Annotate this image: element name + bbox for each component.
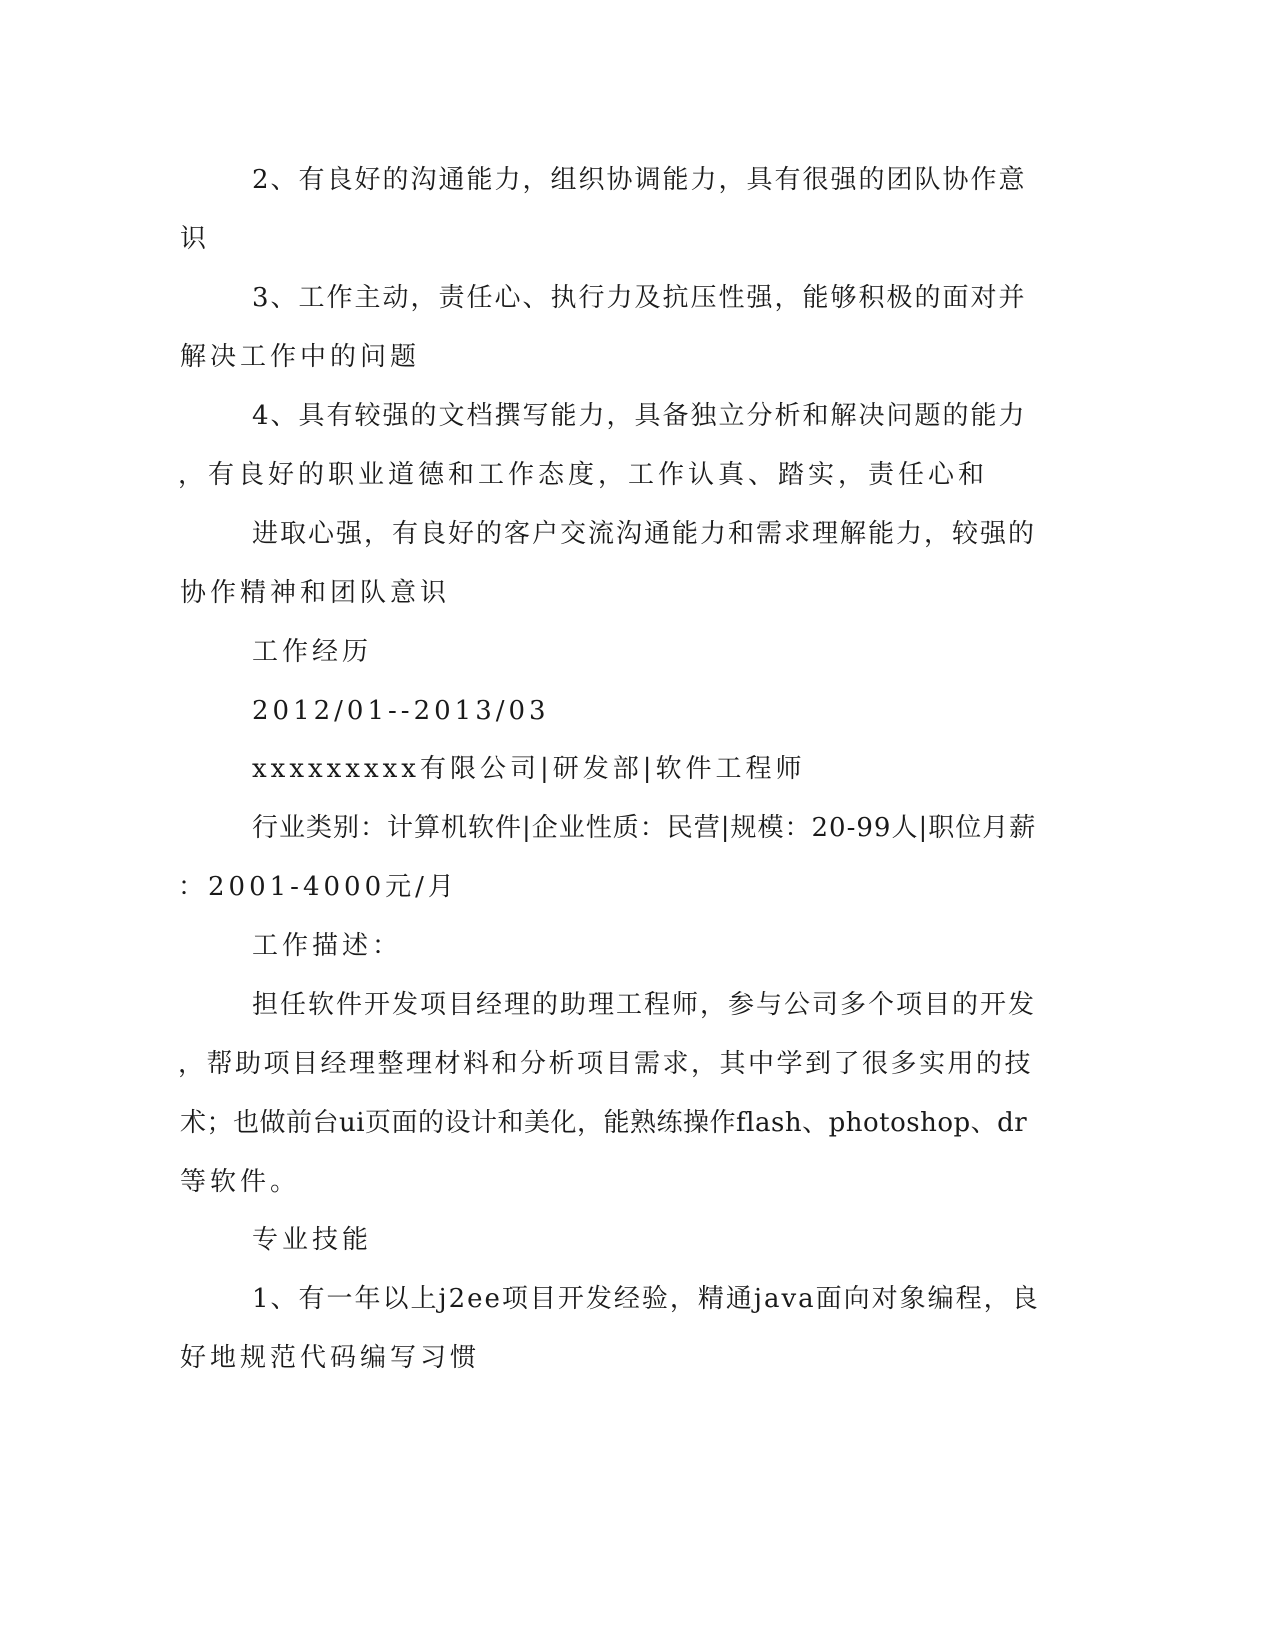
paragraph-line: 进取心强，有良好的客户交流沟通能力和需求理解能力，较强的: [252, 519, 1037, 549]
paragraph-line: 4、具有较强的文档撰写能力，具备独立分析和解决问题的能力: [252, 401, 1027, 431]
paragraph-line: 术；也做前台ui页面的设计和美化，能熟练操作flash、photoshop、dr: [180, 1108, 1028, 1138]
paragraph-line: 担任软件开发项目经理的助理工程师，参与公司多个项目的开发: [252, 990, 1037, 1020]
section-heading: 工作经历: [252, 637, 373, 667]
paragraph-line: 识: [180, 224, 211, 254]
paragraph-line: 协作精神和团队意识: [180, 578, 451, 608]
paragraph-line: 3、工作主动，责任心、执行力及抗压性强，能够积极的面对并: [252, 283, 1027, 313]
paragraph-line: 2、有良好的沟通能力，组织协调能力，具有很强的团队协作意: [252, 165, 1027, 195]
section-heading: 工作描述：: [252, 931, 403, 961]
industry-line: 行业类别：计算机软件|企业性质：民营|规模：20-99人|职位月薪: [252, 813, 1037, 843]
paragraph-line: 等软件。: [180, 1167, 301, 1197]
company-line: xxxxxxxxx有限公司|研发部|软件工程师: [252, 754, 806, 784]
paragraph-line: ，有良好的职业道德和工作态度，工作认真、踏实，责任心和: [178, 460, 989, 490]
date-range: 2012/01--2013/03: [252, 696, 550, 726]
paragraph-line: 解决工作中的问题: [180, 342, 421, 372]
paragraph-line: ，帮助项目经理整理材料和分析项目需求，其中学到了很多实用的技: [178, 1049, 1034, 1079]
section-heading: 专业技能: [252, 1225, 373, 1255]
salary-line: ：2001-4000元/月: [178, 872, 458, 902]
paragraph-line: 1、有一年以上j2ee项目开发经验，精通java面向对象编程，良: [252, 1284, 1040, 1314]
paragraph-line: 好地规范代码编写习惯: [180, 1343, 481, 1373]
